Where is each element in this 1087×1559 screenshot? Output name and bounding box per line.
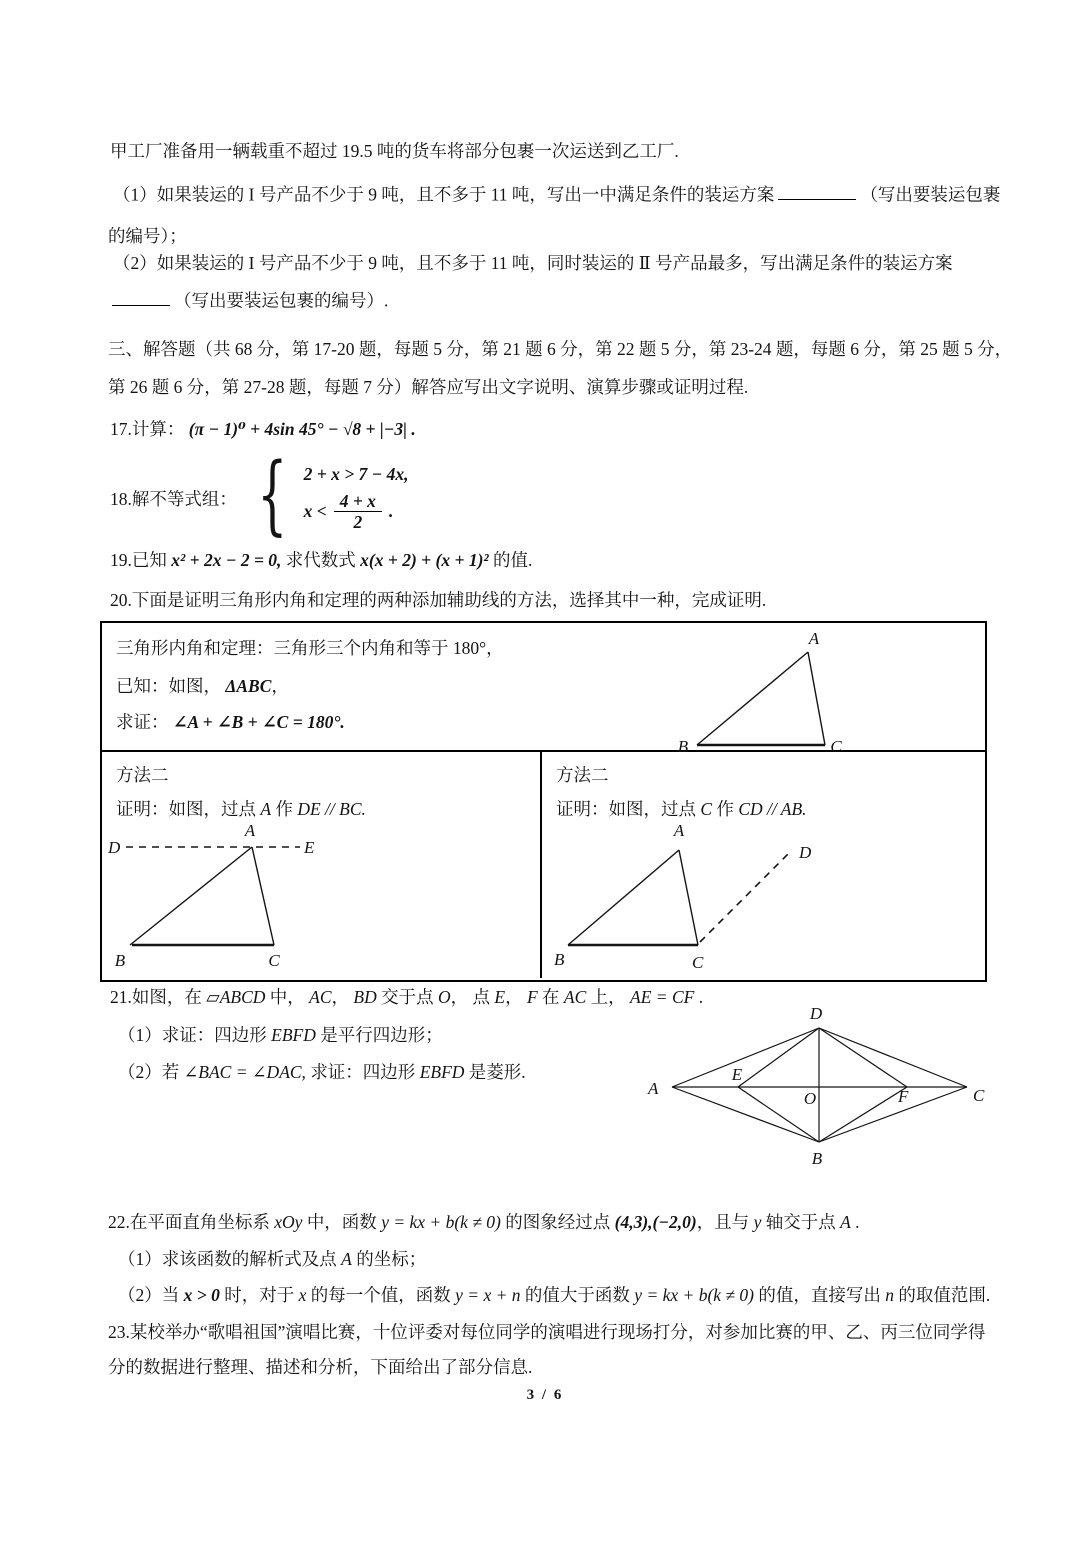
q21-line: [110, 984, 703, 1009]
vertex-b-label: B: [677, 737, 689, 754]
method-left-title: 方法二: [116, 765, 169, 785]
text-run: 的值大于函数: [520, 1285, 635, 1305]
point-c-label: C: [973, 1086, 985, 1105]
text-run: 的坐标；: [351, 1249, 427, 1269]
text-run: 在: [537, 987, 564, 1007]
q18-system: [304, 464, 409, 532]
text-run: A: [260, 799, 272, 819]
text-run: 作: [271, 799, 298, 819]
triangle-abc-outline: [697, 652, 825, 745]
method-left-proof: [116, 796, 366, 821]
text-run: EBFD: [271, 1025, 316, 1045]
text-run: 的每一个值，函数: [306, 1285, 456, 1305]
point-d-label: D: [809, 1004, 823, 1023]
text-run: y = kx + b(k ≠ 0): [381, 1212, 501, 1232]
text-run: A: [341, 1249, 352, 1269]
q19-line: [110, 547, 532, 572]
text-run: 已知：如图，: [116, 676, 226, 696]
text-run: 的值，直接写出: [754, 1285, 886, 1305]
method-right-figure: [546, 820, 976, 972]
text-run: ，: [505, 987, 527, 1007]
q18-fraction: [334, 491, 382, 532]
q20-theorem-cell: [102, 623, 985, 752]
method-left-cell: [102, 752, 542, 978]
text-run: ∠BAC = ∠DAC,: [183, 1062, 306, 1082]
q21-part2: [118, 1059, 526, 1084]
text-run: n: [885, 1285, 894, 1305]
vertex-b-label: B: [114, 951, 126, 970]
q18-fraction-numerator: 4 + x: [334, 491, 382, 512]
text-run: 17.计算：: [110, 419, 189, 439]
text-run: AC: [563, 987, 587, 1007]
text-run: y: [753, 1212, 762, 1232]
vertex-c-label: C: [692, 953, 704, 972]
text-run: （1）求该函数的解析式及点: [118, 1249, 342, 1269]
text-run: 求证：: [116, 712, 173, 732]
q18-fraction-denominator: 2: [353, 512, 363, 532]
text-run: 中，: [265, 987, 310, 1007]
page-number: 3 / 6: [526, 1387, 564, 1403]
vertex-a-label: A: [673, 821, 685, 840]
method-right-proof: [556, 796, 807, 821]
q21-part1: [118, 1022, 443, 1047]
method-right-title: 方法二: [556, 765, 609, 785]
answer-blank: [112, 287, 170, 306]
text-run: 21.如图，在: [110, 987, 207, 1007]
answer-blank: [778, 181, 856, 200]
text-run: x > 0: [183, 1285, 220, 1305]
point-f-label: F: [898, 1087, 909, 1106]
text-run: BD: [353, 987, 377, 1007]
text-run: x: [298, 1285, 307, 1305]
text-run: ΔABC: [225, 676, 272, 696]
point-d-label: D: [108, 838, 121, 857]
vertex-b-label: B: [554, 950, 565, 969]
text-run: ▱: [206, 987, 220, 1007]
q18-ineq2-lhs: x <: [303, 501, 327, 521]
text-run: 求代数式: [281, 550, 361, 570]
text-run: AE = CF: [630, 987, 695, 1007]
text-run: 中，函数: [302, 1212, 382, 1232]
method-right-cell: [542, 752, 985, 978]
q18-inequality-1: 2 + x > 7 − 4x,: [303, 463, 409, 484]
text-run: 证明：如图，过点: [556, 799, 701, 819]
text-run: CD // AB.: [738, 799, 807, 819]
text-run: （写出要装运包裹: [860, 184, 1001, 205]
theorem-statement: 三角形内角和定理：三角形三个内角和等于 180°，: [116, 638, 504, 658]
text-run: 时，对于: [219, 1285, 299, 1305]
text-run: 求证：四边形: [305, 1062, 420, 1082]
q16-part1-cont: 的编号）；: [108, 226, 187, 246]
text-run: y = x + n: [455, 1285, 521, 1305]
q21-parallelogram-figure: [640, 1003, 1020, 1175]
vertex-c-label: C: [830, 737, 842, 754]
diagonals-ac-bd: [672, 1028, 967, 1142]
q17-line: [110, 416, 416, 441]
text-run: ABCD: [219, 987, 266, 1007]
text-run: 轴交于点: [761, 1212, 841, 1232]
point-a-label: A: [648, 1079, 659, 1098]
text-run: O: [438, 987, 451, 1007]
text-run: （1）如果装运的 I 号产品不少于 9 吨，且不多于 11 吨，写出一中满足条件的装运方案: [113, 184, 775, 205]
text-run: 交于点: [376, 987, 438, 1007]
section3-header-line2: 第 26 题 6 分，第 27-28 题，每题 7 分）解答应写出文字说明、演算步骤或证明过程.: [108, 377, 749, 397]
q16-part1: [113, 181, 1000, 206]
text-run: F: [526, 987, 538, 1007]
point-d-label: D: [799, 843, 812, 862]
text-run: （2）若: [118, 1062, 184, 1082]
triangle-abc-outline: [130, 847, 274, 945]
text-run: ∠A + ∠B + ∠C = 180°.: [172, 712, 345, 732]
text-run: xOy: [274, 1212, 303, 1232]
text-run: .: [850, 1212, 860, 1232]
point-o-label: O: [803, 1089, 817, 1108]
theorem-prove: [116, 709, 345, 734]
q18-period: .: [388, 501, 394, 521]
q20-proof-box: [100, 621, 987, 982]
text-run: ， 点: [450, 987, 495, 1007]
vertex-c-label: C: [268, 951, 280, 970]
q18-block: [110, 445, 409, 545]
triangle-abc-figure: [647, 626, 987, 754]
text-run: （2）当: [118, 1285, 184, 1305]
q23-line1: 23.某校举办“歌唱祖国”演唱比赛，十位评委对每位同学的演唱进行现场打分，对参加比赛的甲、乙、丙三位同学得: [108, 1322, 986, 1342]
text-run: x² + 2x − 2 = 0,: [171, 550, 282, 570]
q20-intro: 20.下面是证明三角形内角和定理的两种添加辅助线的方法，选择其中一种，完成证明.: [110, 590, 767, 610]
text-run: （1）求证：四边形: [118, 1025, 272, 1045]
text-run: E: [494, 987, 506, 1007]
text-run: 作: [712, 799, 739, 819]
q16-part2: （2）如果装运的 I 号产品不少于 9 吨，且不多于 11 吨，同时装运的 Ⅱ 号产品最多，写出满足条件的装运方案: [113, 253, 953, 273]
text-run: (4,3),(−2,0): [614, 1212, 697, 1232]
text-run: C: [700, 799, 713, 819]
text-run: ，: [331, 987, 354, 1007]
quadrilateral-ebfd: [738, 1028, 907, 1142]
q18-label: 18.解不等式组：: [110, 488, 237, 509]
text-run: AC: [309, 987, 332, 1007]
vertex-a-label: A: [808, 629, 820, 648]
triangle-abc-outline: [568, 850, 698, 945]
text-run: x(x + 2) + (x + 1)²: [360, 550, 489, 570]
text-run: 的取值范围.: [894, 1285, 991, 1305]
text-run: .: [694, 987, 704, 1007]
text-run: 是平行四边形；: [315, 1025, 443, 1045]
section3-header-line1: 三、解答题（共 68 分，第 17-20 题，每题 5 分，第 21 题 6 分，第 22 题 5 分，第 23-24 题，每题 6 分，第 25 题 5 分，: [108, 339, 1013, 359]
text-run: 的值.: [488, 550, 533, 570]
q22-line: [108, 1209, 860, 1234]
text-run: 证明：如图，过点: [116, 799, 261, 819]
q20-methods-row: [102, 752, 985, 978]
vertex-a-label: A: [244, 821, 256, 840]
text-run: ，: [271, 676, 289, 696]
theorem-given: [116, 673, 289, 698]
text-run: （写出要装运包裹的编号）.: [174, 290, 389, 311]
point-b-label: B: [811, 1149, 823, 1168]
system-brace: {: [257, 445, 288, 545]
q18-inequality-2: [304, 491, 409, 532]
point-e-label: E: [304, 838, 315, 857]
text-run: ，且与: [696, 1212, 754, 1232]
auxiliary-line-cd: [700, 850, 792, 942]
text-run: 19.已知: [110, 550, 172, 570]
q16-part2-cont: [108, 287, 388, 312]
text-run: EBFD: [419, 1062, 465, 1082]
q16-intro: 甲工厂准备用一辆载重不超过 19.5 吨的货车将部分包裹一次运送到乙工厂.: [110, 141, 679, 161]
text-run: 22.在平面直角坐标系: [108, 1212, 275, 1232]
text-run: 的图象经过点: [500, 1212, 615, 1232]
text-run: 上，: [586, 987, 631, 1007]
q22-part1: [118, 1246, 426, 1271]
text-run: DE // BC.: [297, 799, 366, 819]
q23-line2: 分的数据进行整理、描述和分析，下面给出了部分信息.: [108, 1357, 533, 1377]
q22-part2: [118, 1282, 990, 1307]
method-left-figure: [104, 820, 524, 972]
text-run: A: [840, 1212, 851, 1232]
point-e-label: E: [731, 1065, 743, 1084]
text-run: y = kx + b(k ≠ 0): [634, 1285, 754, 1305]
text-run: 是菱形.: [464, 1062, 526, 1082]
text-run: (π − 1)⁰ + 4sin 45° − √8 + |−3| .: [188, 419, 416, 439]
